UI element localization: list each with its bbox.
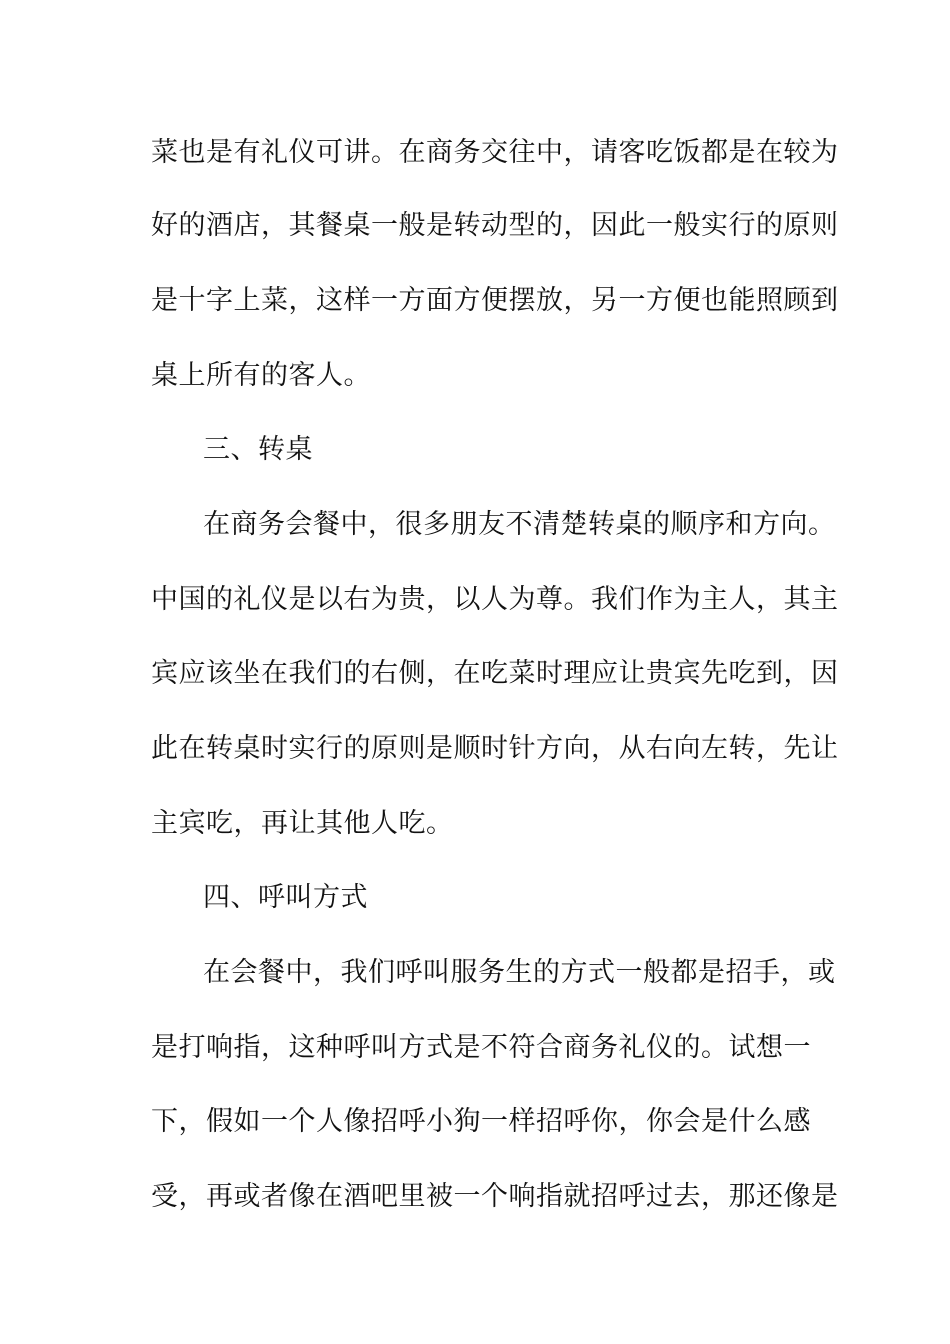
section-heading-hujiao: 四、呼叫方式 (203, 882, 368, 913)
paragraph-line: 此在转桌时实行的原则是顺时针方向，从右向左转，先让 (151, 733, 839, 764)
paragraph-line: 下，假如一个人像招呼小狗一样招呼你，你会是什么感 (151, 1106, 811, 1137)
paragraph-line: 宾应该坐在我们的右侧，在吃菜时理应让贵宾先吃到，因 (151, 658, 839, 689)
paragraph-line: 在会餐中，我们呼叫服务生的方式一般都是招手，或 (203, 957, 836, 988)
paragraph-line: 桌上所有的客人。 (151, 360, 371, 391)
paragraph-line: 是打响指，这种呼叫方式是不符合商务礼仪的。试想一 (151, 1032, 811, 1063)
paragraph-line: 是十字上菜，这样一方面方便摆放，另一方便也能照顾到 (151, 285, 839, 316)
paragraph-line: 中国的礼仪是以右为贵，以人为尊。我们作为主人，其主 (151, 584, 839, 615)
section-heading-zhuanzhuo: 三、转桌 (203, 434, 313, 465)
paragraph-line: 主宾吃，再让其他人吃。 (151, 808, 454, 839)
paragraph-line: 好的酒店，其餐桌一般是转动型的，因此一般实行的原则 (151, 210, 839, 241)
paragraph-line: 在商务会餐中，很多朋友不清楚转桌的顺序和方向。 (203, 509, 836, 540)
paragraph-line: 受，再或者像在酒吧里被一个响指就招呼过去，那还像是 (151, 1181, 839, 1212)
paragraph-line: 菜也是有礼仪可讲。在商务交往中，请客吃饭都是在较为 (151, 137, 839, 168)
